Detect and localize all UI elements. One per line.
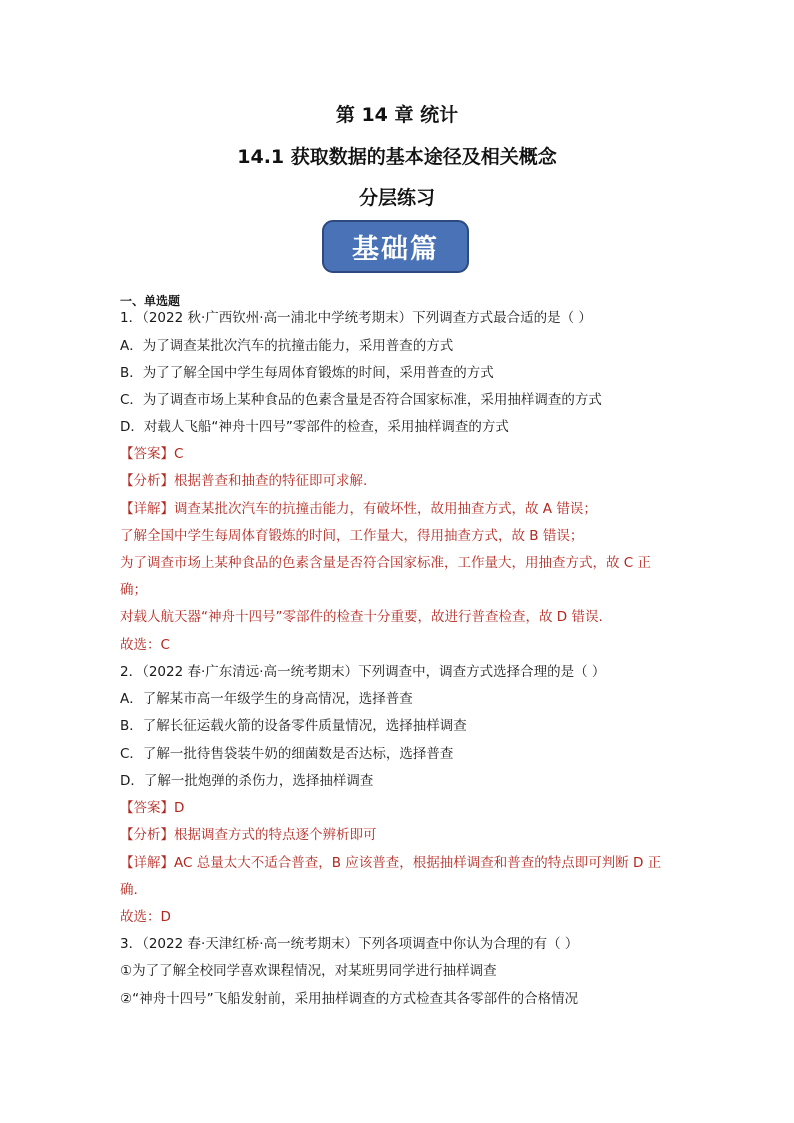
q1-option-a: A．为了调查某批次汽车的抗撞击能力，采用普查的方式 <box>120 338 454 354</box>
q2-detail-line-2: 确. <box>120 882 138 898</box>
q1-choice: 故选：C <box>120 637 170 653</box>
q3-stem: 3．（2022 春·天津红桥·高一统考期末）下列各项调查中你认为合理的有（ ） <box>120 936 579 952</box>
q2-analysis-tag: 【分析】 <box>120 827 174 843</box>
q1-answer-tag: 【答案】 <box>120 446 174 462</box>
q2-option-d: D．了解一批炮弹的杀伤力，选择抽样调查 <box>120 773 374 789</box>
q1-option-b: B．为了了解全国中学生每周体育锻炼的时间，采用普查的方式 <box>120 365 494 381</box>
q1-answer-value: C <box>174 446 184 462</box>
q2-option-c: C．了解一批待售袋装牛奶的细菌数是否达标，选择普查 <box>120 746 454 762</box>
q2-option-b: B．了解长征运载火箭的设备零件质量情况，选择抽样调查 <box>120 718 467 734</box>
q2-answer-tag: 【答案】 <box>120 800 174 816</box>
q2-detail <box>120 854 680 872</box>
level-badge-label: 基础篇 <box>352 234 439 265</box>
part-heading: 一、单选题 <box>120 294 181 308</box>
q1-answer <box>120 445 680 463</box>
q2-analysis <box>120 826 680 844</box>
q3-item-2: ②“神舟十四号”飞船发射前，采用抽样调查的方式检查其各零部件的合格情况 <box>120 991 579 1007</box>
q2-option-a: A．了解某市高一年级学生的身高情况，选择普查 <box>120 691 413 707</box>
section-title: 14.1 获取数据的基本途径及相关概念 <box>237 146 557 168</box>
q2-analysis-text: 根据调查方式的特点逐个辨析即可 <box>174 827 377 843</box>
q2-choice: 故选：D <box>120 909 171 925</box>
q1-detail-line-2: 了解全国中学生每周体育锻炼的时间，工作量大，得用抽查方式，故 B 错误； <box>120 528 584 544</box>
level-badge <box>322 220 469 273</box>
q3-item-1: ①为了了解全校同学喜欢课程情况，对某班男同学进行抽样调查 <box>120 963 497 979</box>
q2-answer <box>120 799 680 817</box>
q1-detail-tag: 【详解】 <box>120 501 174 517</box>
q1-detail <box>120 500 680 518</box>
q2-detail-tag: 【详解】 <box>120 855 174 871</box>
q1-stem: 1．（2022 秋·广西钦州·高一浦北中学统考期末）下列调查方式最合适的是（ ） <box>120 310 592 326</box>
subtitle: 分层练习 <box>358 187 435 209</box>
q1-option-c: C．为了调查市场上某种食品的色素含量是否符合国家标准，采用抽样调查的方式 <box>120 392 602 408</box>
q1-detail-line-5: 对载人航天器“神舟十四号”零部件的检查十分重要，故进行普查检查，故 D 错误. <box>120 609 603 625</box>
q1-option-d: D．对载人飞船“神舟十四号”零部件的检查，采用抽样调查的方式 <box>120 419 509 435</box>
q2-detail-line-1: AC 总量太大不适合普查，B 应该普查，根据抽样调查和普查的特点即可判断 D 正 <box>174 855 662 871</box>
q1-analysis-tag: 【分析】 <box>120 473 174 489</box>
q1-analysis-text: 根据普查和抽查的特征即可求解. <box>174 473 368 489</box>
q2-stem: 2．（2022 春·广东清远·高一统考期末）下列调查中，调查方式选择合理的是（ ） <box>120 664 606 680</box>
chapter-title: 第 14 章 统计 <box>335 104 459 126</box>
q1-detail-line-1: 调查某批次汽车的抗撞击能力，有破坏性，故用抽查方式，故 A 错误； <box>174 501 597 517</box>
q1-detail-line-3: 为了调查市场上某种食品的色素含量是否符合国家标准，工作量大，用抽查方式，故 C 正 <box>120 555 652 571</box>
q1-detail-line-4: 确； <box>120 582 147 598</box>
q1-analysis <box>120 472 680 490</box>
q2-answer-value: D <box>174 800 185 816</box>
